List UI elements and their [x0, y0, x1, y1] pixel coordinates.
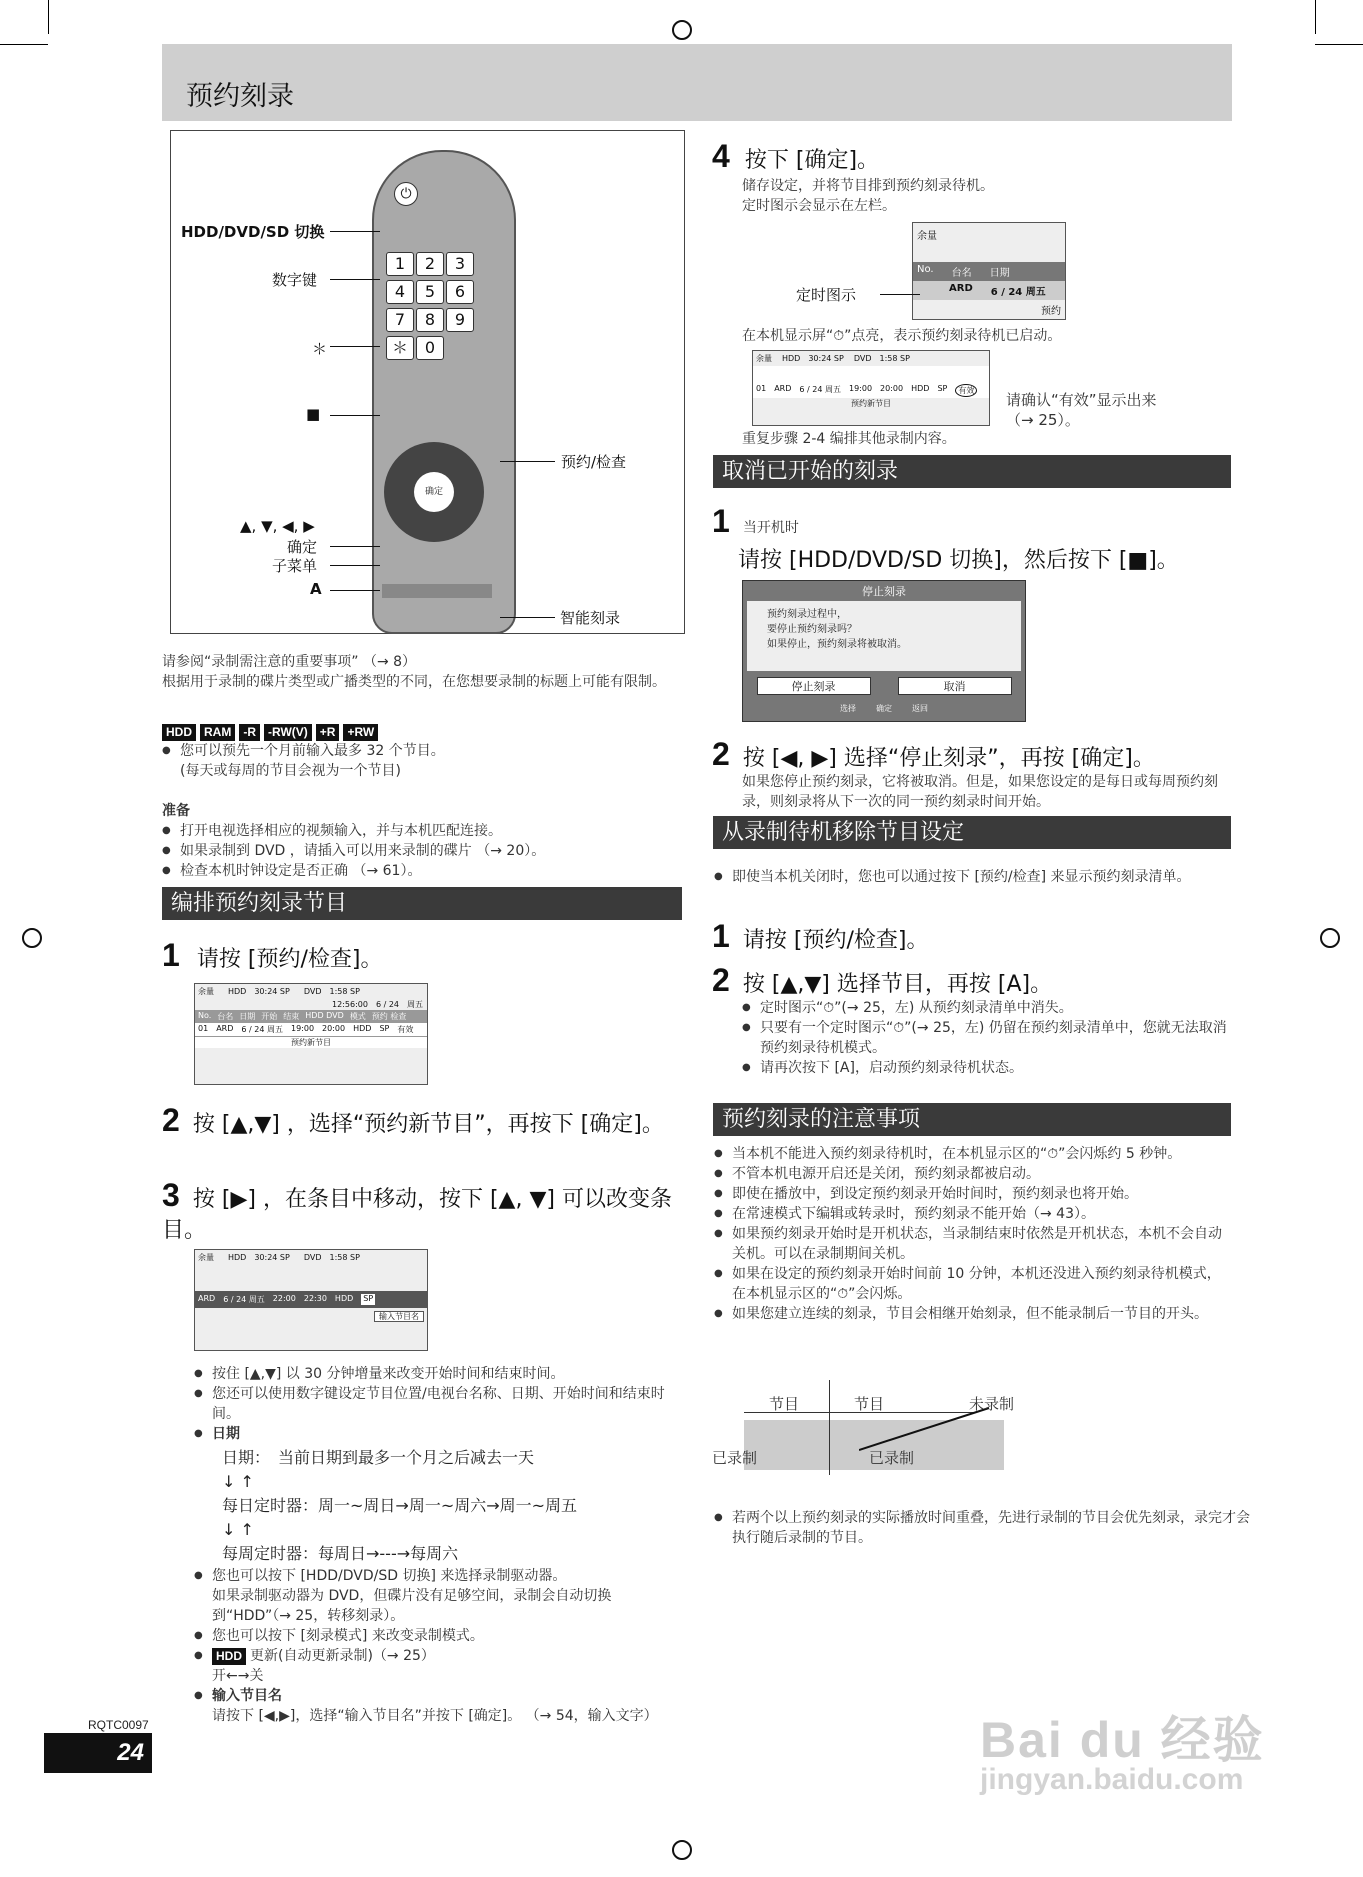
date-option: 每日定时器：周一~周日→周一~周六→周一~周五: [222, 1496, 578, 1515]
step-number: 2: [162, 1102, 180, 1138]
registration-mark-top: [672, 20, 692, 40]
step3-bullet: ● 日期: [194, 1424, 684, 1444]
mini-cell: 20:00: [322, 1024, 346, 1033]
step-number: 1: [712, 918, 730, 954]
page-title: 预约刻录: [186, 81, 294, 112]
mini-cell: 有效: [397, 1025, 414, 1034]
key-3: 3: [446, 252, 474, 276]
mini-cell-valid: 有效: [955, 384, 977, 397]
stop-rec-dialog: [742, 580, 1026, 722]
step-text: 按 [▲,▼] 选择节目，再按 [A]。: [742, 972, 1053, 997]
badge-ram: RAM: [200, 724, 235, 741]
cancel-pre: 当开机时: [742, 520, 799, 536]
mini-col: 开始: [261, 1012, 278, 1021]
edit-cell: HDD: [334, 1294, 354, 1303]
key-2: 2: [416, 252, 444, 276]
step-number: 1: [162, 937, 180, 973]
schedule-list-valid: [752, 350, 990, 426]
mini-cell: ARD: [216, 1024, 234, 1033]
key-4: 4: [386, 280, 414, 304]
edit-cell: 22:00: [272, 1294, 296, 1303]
mini-hdd: HDD 30:24 SP: [228, 1253, 290, 1262]
badge-r: -R: [239, 724, 260, 741]
dialog-line: 预约刻录过程中，: [767, 609, 847, 620]
section-notes: 预约刻录的注意事项: [713, 1103, 1231, 1136]
step3-bullet-note: 开←→关: [212, 1668, 264, 1684]
confirm-valid: 请确认“有效”显示出来（→ 25）。: [1006, 391, 1157, 429]
dialog-return: 返回: [912, 704, 928, 713]
mini-cell: 01: [198, 1024, 209, 1033]
dialog-select: 选择: [840, 704, 856, 713]
step-text: 按 [▶] ，在条目中移动，按下 [▲, ▼] 可以改变条目。: [162, 1187, 672, 1243]
remote-control: [372, 150, 516, 634]
section-remove: 从录制待机移除节目设定: [713, 816, 1231, 849]
label-star: ＊: [312, 340, 328, 358]
mini-remain: 余量: [198, 987, 214, 996]
mini-cell: 19:00: [290, 1024, 315, 1033]
overlap-diagram: [714, 1380, 1234, 1480]
mini-cell: 01: [756, 384, 767, 393]
stop-rec-button[interactable]: 停止刻录: [757, 677, 871, 695]
edit-entry-screen: [194, 1249, 428, 1351]
prep-title: 准备: [162, 803, 190, 819]
box-cell: 6 / 24 周五: [990, 287, 1046, 298]
dialog-line: 要停止预约刻录吗？: [767, 624, 857, 635]
box-col: No.: [917, 264, 934, 275]
mini-col: 台名: [217, 1012, 234, 1021]
key-0: 0: [416, 336, 444, 360]
box-col: 日期: [989, 268, 1010, 279]
mini-hdd: HDD 30:24 SP: [782, 354, 844, 363]
mini-remain: 余量: [198, 1253, 214, 1262]
step3-bullet: ● 您还可以使用数字键设定节目位置/电视台名称、日期、开始时间和结束时间。: [194, 1384, 684, 1424]
badge-rwv: -RW(V): [264, 724, 312, 741]
mini-new-prog: 预约新节目: [195, 1036, 427, 1048]
schedule-list-screen: [194, 983, 428, 1085]
label-ok: 确定: [287, 538, 318, 556]
dialog-title: 停止刻录: [862, 585, 906, 598]
key-star: ＊: [386, 336, 414, 360]
badge-plus-r: +R: [316, 724, 340, 741]
key-1: 1: [386, 252, 414, 276]
disc-badges: [162, 721, 682, 741]
mini-col: No.: [198, 1011, 212, 1020]
section-schedule: 编排预约刻录节目: [162, 887, 682, 920]
watermark-brand: Bai du 经验: [980, 1712, 1265, 1768]
mini-dvd: DVD 1:58 SP: [853, 354, 910, 363]
step-number: 1: [712, 503, 730, 539]
page-header: [162, 44, 1232, 121]
step3-bullet: ● 输入节目名: [194, 1686, 684, 1706]
remove-item: ● 只要有一个定时图示“⏱”(→ 25，左) 仍留在预约刻录清单中，您就无法取消预约刻录待机模式。: [742, 1018, 1232, 1058]
label-submenu: 子菜单: [272, 557, 318, 575]
note-item: ● 如果您建立连续的刻录，节目会相继开始刻录，但不能录制后一节目的开头。: [714, 1304, 1232, 1324]
box-col: 台名: [951, 268, 972, 279]
mini-cell: SP: [379, 1024, 390, 1033]
step3-bullet-note: 如果录制驱动器为 DVD，但碟片没有足够空间，录制会自动切换到“HDD”（→ 25，转移刻录）。: [212, 1588, 612, 1624]
step4-repeat: 重复步骤 2-4 编排其他录制内容。: [742, 431, 956, 447]
step-text: 按 [▲,▼] ，选择“预约新节目”，再按下 [确定]。: [192, 1112, 664, 1137]
note-item: ● 即使在播放中，到设定预约刻录开始时间时，预约刻录也将开始。: [714, 1184, 1232, 1204]
step-text: 按下 [确定]。: [744, 148, 880, 173]
edit-cell: 22:30: [303, 1294, 327, 1303]
diag-unrec: 未录制: [969, 1395, 1015, 1413]
mini-clock: 12:56:00 6 / 24 周五: [332, 1000, 423, 1009]
edit-cell: SP: [363, 1294, 374, 1303]
cancel-button[interactable]: 取消: [898, 677, 1012, 695]
input-name-button: 输入节目名: [374, 1311, 424, 1322]
badge-hdd-update: HDD: [212, 1648, 246, 1665]
note-item: ● 如果在设定的预约刻录开始时间前 10 分钟，本机还没进入预约刻录待机模式，在本机显示区的“⏱”会闪烁。: [714, 1264, 1232, 1304]
step3-bullet-note: 请按下 [◀,▶]，选择“输入节目名”并按下 [确定]。 （→ 54，输入文字）: [212, 1708, 658, 1724]
step-number: 2: [712, 962, 730, 998]
mini-dvd: DVD 1:58 SP: [303, 1253, 360, 1262]
diag-rec1: 已录制: [712, 1449, 758, 1467]
mini-hdd: HDD 30:24 SP: [228, 987, 290, 996]
mini-cell: 6 / 24 周五: [241, 1025, 283, 1034]
edit-cell: ARD: [198, 1294, 216, 1303]
diag-prog1: 节目: [769, 1395, 800, 1413]
step-number: 2: [712, 736, 730, 772]
label-arrows: ▲, ▼, ◀, ▶: [240, 517, 315, 535]
mini-remain: 余量: [756, 354, 772, 363]
mini-col: 结束: [283, 1012, 300, 1021]
prep-item: ● 打开电视选择相应的视频输入，并与本机匹配连接。: [162, 821, 682, 841]
mini-cell: 20:00: [880, 384, 904, 393]
mini-col: HDD DVD: [305, 1011, 344, 1020]
mini-col: 预约 检查: [371, 1012, 407, 1021]
mini-col: 日期: [239, 1012, 256, 1021]
cancel-step1: 请按 [HDD/DVD/SD 切换]，然后按下 [■]。: [738, 548, 1179, 573]
label-stop: ■: [306, 405, 321, 423]
timer-icon-label: 定时图示: [796, 286, 857, 304]
mini-new-prog: 预约新节目: [851, 399, 891, 408]
step3-bullet: ● 按住 [▲,▼] 以 30 分钟增量来改变开始时间和结束时间。: [194, 1364, 684, 1384]
box-foot: 预约: [1041, 306, 1061, 317]
note-item: ● 不管本机电源开启还是关闭，预约刻录都被启动。: [714, 1164, 1232, 1184]
doc-code: RQTC0097: [88, 1718, 149, 1732]
label-a: A: [310, 580, 322, 598]
step-text: 按 [◀, ▶] 选择“停止刻录”，再按 [确定]。: [742, 746, 1155, 771]
mini-cell: HDD: [911, 384, 930, 393]
remove-item: ● 定时图示“⏱”(→ 25，左) 从预约刻录清单中消失。: [742, 998, 1232, 1018]
cancel-desc: 如果您停止预约刻录，它将被取消。但是，如果您设定的是每日或每周预约刻录，则刻录将从下一次的同一预约刻录时间开始。: [742, 774, 1218, 810]
step-text: 请按 [预约/检查]。: [742, 928, 929, 953]
step-text: 请按 [预约/检查]。: [196, 947, 383, 972]
box-cell: ARD: [949, 283, 973, 294]
note-last: ● 若两个以上预约刻录的实际播放时间重叠，先进行录制的节目会优先刻录，录完才会执行随后录制的节目。: [714, 1508, 1250, 1548]
watermark-url: jingyan.baidu.com: [980, 1763, 1244, 1796]
badge-hdd: HDD: [162, 724, 196, 741]
mini-cell: HDD: [353, 1024, 372, 1033]
diag-rec2: 已录制: [869, 1449, 915, 1467]
prep-item: ● 检查本机时钟设定是否正确 （→ 61）。: [162, 861, 682, 881]
dialog-line: 如果停止，预约刻录将被取消。: [767, 639, 907, 650]
mini-cell: 19:00: [848, 384, 873, 393]
mini-dvd: DVD 1:58 SP: [303, 987, 360, 996]
intro-bullet-note: (每天或每周的节目会视为一个节目): [180, 763, 401, 779]
note-item: ● 在常速模式下编辑或转录时，预约刻录不能开始（→ 43）。: [714, 1204, 1232, 1224]
mini-cell: ARD: [774, 384, 792, 393]
step3-bullet: 更新(自动更新录制)（→ 25）: [250, 1648, 435, 1664]
step-number: 3: [162, 1177, 180, 1213]
key-9: 9: [446, 308, 474, 332]
step4-desc: 定时图示会显示在左栏。: [742, 198, 896, 214]
intro-bullet: ● 您可以预先一个月前输入最多 32 个节目。: [162, 741, 682, 761]
step-number: 4: [712, 138, 730, 174]
mini-col: 模式: [349, 1012, 366, 1021]
key-8: 8: [416, 308, 444, 332]
note-item: ● 当本机不能进入预约刻录待机时，在本机显示区的“⏱”会闪烁约 5 秒钟。: [714, 1144, 1232, 1164]
note-item: ● 如果预约刻录开始时是开机状态，当录制结束时依然是开机状态，本机不会自动关机。可以在录制期间关机。: [714, 1224, 1232, 1264]
label-smart-rec: 智能刻录: [560, 609, 621, 627]
mini-cell: SP: [937, 384, 948, 393]
badge-plus-rw: +RW: [343, 724, 378, 741]
page-number: 24: [44, 1733, 152, 1773]
key-5: 5: [416, 280, 444, 304]
key-7: 7: [386, 308, 414, 332]
date-option: 日期： 当前日期到最多一个月之后减去一天: [222, 1448, 535, 1467]
prep-item: ● 如果录制到 DVD ，请插入可以用来录制的碟片 （→ 20）。: [162, 841, 682, 861]
label-schedule-check: 预约/检查: [561, 453, 627, 471]
timer-icon-box: [912, 222, 1066, 320]
date-option: 每周定时器：每周日→---→每周六: [222, 1544, 459, 1563]
step4-note: 在本机显示屏“⏱”点亮，表示预约刻录待机已启动。: [742, 328, 1062, 344]
dialog-ok: 确定: [876, 704, 892, 713]
diag-prog2: 节目: [854, 1395, 885, 1413]
section-cancel: 取消已开始的刻录: [713, 455, 1231, 488]
ok-button-icon: 确定: [414, 472, 454, 512]
registration-mark-bottom: [672, 1840, 692, 1860]
label-number-keys: 数字键: [272, 271, 318, 289]
intro-desc: 根据用于录制的碟片类型或广播类型的不同，在您想要录制的标题上可能有限制。: [162, 674, 666, 690]
step3-bullet: ● 您也可以按下 [HDD/DVD/SD 切换] 来选择录制驱动器。: [194, 1566, 684, 1586]
power-icon: ⏻: [394, 182, 418, 206]
mini-cell: 6 / 24 周五: [799, 385, 841, 394]
remove-item: ● 请再次按下 [A]，启动预约刻录待机状态。: [742, 1058, 1232, 1078]
label-hdd-switch: HDD/DVD/SD 切换: [181, 223, 325, 241]
registration-mark-right: [1320, 928, 1340, 948]
intro-ref: 请参阅“录制需注意的重要事项” （→ 8）: [162, 654, 417, 670]
step4-desc: 储存设定，并将节目排到预约刻录待机。: [742, 178, 994, 194]
box-remain: 余量: [917, 231, 937, 242]
step3-bullet: ● 您也可以按下 [刻录模式] 来改变录制模式。: [194, 1626, 684, 1646]
key-6: 6: [446, 280, 474, 304]
registration-mark-left: [22, 928, 42, 948]
edit-cell: 6 / 24 周五: [223, 1295, 265, 1304]
remove-note: ● 即使当本机关闭时，您也可以通过按下 [预约/检查] 来显示预约刻录清单。: [714, 867, 1242, 887]
